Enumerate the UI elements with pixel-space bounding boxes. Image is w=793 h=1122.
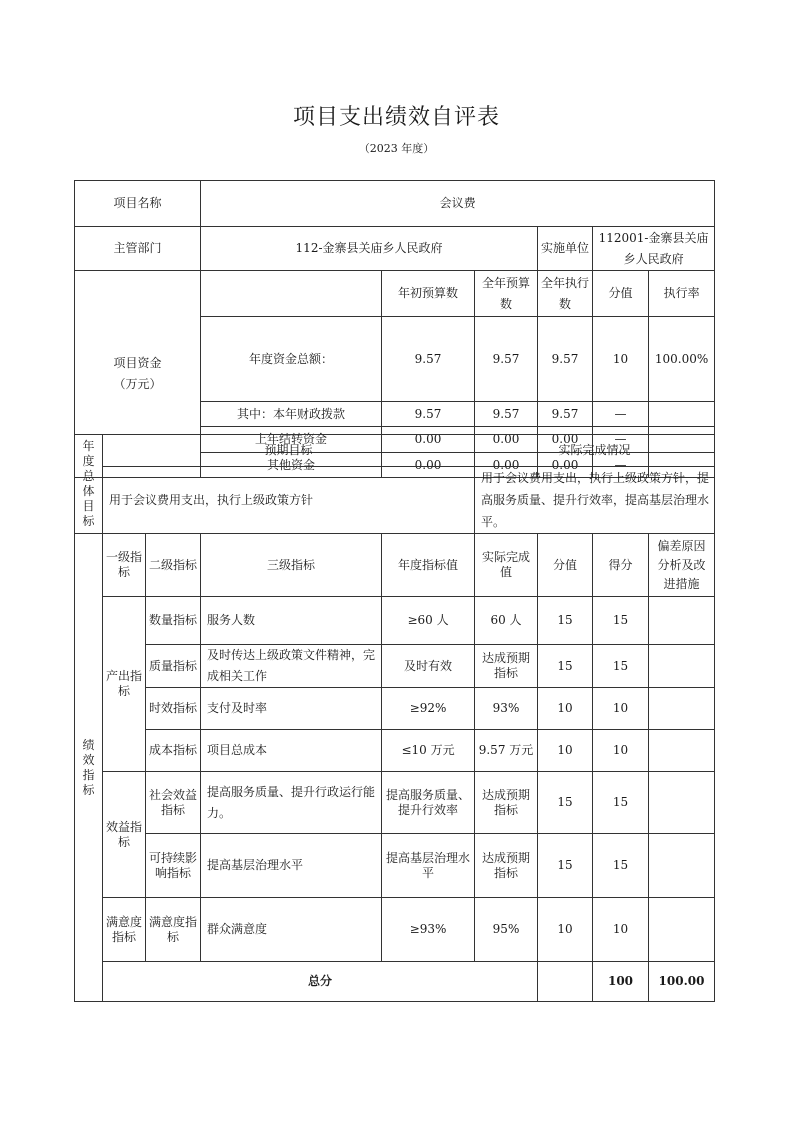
goals-label bbox=[75, 435, 103, 534]
perf-row bbox=[75, 645, 715, 688]
perf-weight: 15 bbox=[538, 597, 593, 645]
goals-label-text: 年度总体目标 bbox=[82, 439, 95, 528]
perf-target: 提高服务质量、提升行效率 bbox=[382, 772, 475, 834]
perf-target: ≤10 万元 bbox=[382, 730, 475, 772]
perf-weight: 15 bbox=[538, 772, 593, 834]
perf-actual: 93% bbox=[475, 688, 538, 730]
perf-l2: 满意度指标 bbox=[146, 898, 201, 962]
perf-header-row bbox=[75, 534, 715, 597]
perf-target: ≥93% bbox=[382, 898, 475, 962]
perf-group-satisfaction: 满意度指标 bbox=[103, 898, 146, 962]
perf-l3: 及时传达上级政策文件精神，完成相关工作 bbox=[201, 645, 382, 688]
total-row bbox=[75, 962, 715, 1002]
perf-score: 15 bbox=[593, 597, 649, 645]
project-name-value: 会议费 bbox=[201, 181, 715, 227]
perf-actual: 达成预期指标 bbox=[475, 645, 538, 688]
perf-l2: 数量指标 bbox=[146, 597, 201, 645]
perf-header-l2: 二级指标 bbox=[146, 534, 201, 597]
perf-header-actual: 实际完成值 bbox=[475, 534, 538, 597]
total-score: 100.00 bbox=[649, 962, 715, 1002]
funds-row-annual: 9.57 bbox=[475, 402, 538, 427]
impl-value: 112001-金寨县关庙乡人民政府 bbox=[593, 227, 715, 271]
funds-row-rate: 100.00% bbox=[649, 317, 715, 402]
dept-value: 112-金寨县关庙乡人民政府 bbox=[201, 227, 538, 271]
perf-l3: 项目总成本 bbox=[201, 730, 382, 772]
funds-header-weight: 分值 bbox=[593, 271, 649, 317]
funds-row-weight: 10 bbox=[593, 317, 649, 402]
perf-score: 10 bbox=[593, 898, 649, 962]
funds-row-weight: — bbox=[593, 453, 649, 478]
page-title: 项目支出绩效自评表 bbox=[292, 105, 500, 130]
funds-row-initial: 9.57 bbox=[382, 317, 475, 402]
funds-row-initial: 9.57 bbox=[382, 402, 475, 427]
funds-row-executed: 9.57 bbox=[538, 402, 593, 427]
funds-row-initial: 0.00 bbox=[382, 453, 475, 478]
perf-target: 及时有效 bbox=[382, 645, 475, 688]
perf-deviation bbox=[649, 898, 715, 962]
perf-header-l3: 三级指标 bbox=[201, 534, 382, 597]
perf-header-target: 年度指标值 bbox=[382, 534, 475, 597]
goals-expected-header: 预期目标 bbox=[103, 435, 475, 467]
dept-label: 主管部门 bbox=[75, 227, 201, 271]
perf-header-l1: 一级指标 bbox=[103, 534, 146, 597]
goals-content-row bbox=[75, 467, 715, 534]
perf-weight: 15 bbox=[538, 834, 593, 898]
perf-weight: 15 bbox=[538, 645, 593, 688]
funds-row-rate bbox=[649, 402, 715, 427]
perf-row bbox=[75, 597, 715, 645]
perf-l2: 成本指标 bbox=[146, 730, 201, 772]
funds-row-annual: 9.57 bbox=[475, 317, 538, 402]
funds-row-executed: 0.00 bbox=[538, 427, 593, 453]
perf-deviation bbox=[649, 834, 715, 898]
funds-row-weight: — bbox=[593, 402, 649, 427]
perf-score: 15 bbox=[593, 834, 649, 898]
funds-header-executed: 全年执行数 bbox=[538, 271, 593, 317]
funds-row-executed: 0.00 bbox=[538, 453, 593, 478]
perf-target: ≥60 人 bbox=[382, 597, 475, 645]
funds-header-initial: 年初预算数 bbox=[382, 271, 475, 317]
perf-row bbox=[75, 688, 715, 730]
department-row bbox=[75, 227, 715, 271]
perf-actual: 9.57 万元 bbox=[475, 730, 538, 772]
funds-row-annual: 0.00 bbox=[475, 427, 538, 453]
perf-actual: 达成预期指标 bbox=[475, 834, 538, 898]
project-name-row bbox=[75, 181, 715, 227]
funds-row-label: 年度资金总额： bbox=[201, 317, 382, 402]
funds-row-weight: — bbox=[593, 427, 649, 453]
perf-l3: 支付及时率 bbox=[201, 688, 382, 730]
perf-l2: 质量指标 bbox=[146, 645, 201, 688]
perf-l2: 可持续影响指标 bbox=[146, 834, 201, 898]
funds-header-rate: 执行率 bbox=[649, 271, 715, 317]
perf-header-score: 得分 bbox=[593, 534, 649, 597]
goals-header-row bbox=[75, 435, 715, 467]
funds-row-annual: 0.00 bbox=[475, 453, 538, 478]
perf-deviation bbox=[649, 730, 715, 772]
perf-deviation bbox=[649, 597, 715, 645]
perf-weight: 10 bbox=[538, 730, 593, 772]
goals-actual: 用于会议费用支出，执行上级政策方针，提高服务质量、提升行效率，提高基层治理水平。 bbox=[475, 467, 715, 534]
page-subtitle: （2023 年度） bbox=[358, 142, 435, 155]
perf-l2: 时效指标 bbox=[146, 688, 201, 730]
perf-deviation bbox=[649, 688, 715, 730]
perf-target: ≥92% bbox=[382, 688, 475, 730]
funds-header-annual: 全年预算数 bbox=[475, 271, 538, 317]
perf-weight: 10 bbox=[538, 688, 593, 730]
perf-l3: 提高服务质量、提升行政运行能力。 bbox=[201, 772, 382, 834]
perf-score: 10 bbox=[593, 730, 649, 772]
perf-score: 15 bbox=[593, 772, 649, 834]
perf-l3: 提高基层治理水平 bbox=[201, 834, 382, 898]
impl-label: 实施单位 bbox=[538, 227, 593, 271]
total-weight: 100 bbox=[593, 962, 649, 1002]
perf-target: 提高基层治理水平 bbox=[382, 834, 475, 898]
perf-row bbox=[75, 730, 715, 772]
total-label: 总分 bbox=[103, 962, 538, 1002]
perf-score: 10 bbox=[593, 688, 649, 730]
funds-unit: （万元） bbox=[113, 377, 162, 391]
goals-performance-table bbox=[74, 434, 715, 1002]
perf-row bbox=[75, 834, 715, 898]
perf-l2: 社会效益指标 bbox=[146, 772, 201, 834]
perf-l3: 群众满意度 bbox=[201, 898, 382, 962]
funds-header-row bbox=[75, 271, 715, 317]
goals-expected: 用于会议费用支出，执行上级政策方针 bbox=[103, 467, 475, 534]
perf-header-weight: 分值 bbox=[538, 534, 593, 597]
perf-actual: 95% bbox=[475, 898, 538, 962]
perf-group-output: 产出指标 bbox=[103, 597, 146, 772]
perf-header-deviation: 偏差原因分析及改进措施 bbox=[649, 534, 715, 597]
perf-group-benefit: 效益指标 bbox=[103, 772, 146, 898]
funds-label: 项目资金 bbox=[113, 356, 162, 370]
perf-l3: 服务人数 bbox=[201, 597, 382, 645]
perf-score: 15 bbox=[593, 645, 649, 688]
perf-row bbox=[75, 772, 715, 834]
funds-row-label: 其他资金 bbox=[201, 453, 382, 478]
perf-weight: 10 bbox=[538, 898, 593, 962]
project-name-label: 项目名称 bbox=[75, 181, 201, 227]
perf-actual: 达成预期指标 bbox=[475, 772, 538, 834]
total-blank bbox=[538, 962, 593, 1002]
funds-row-executed: 9.57 bbox=[538, 317, 593, 402]
perf-deviation bbox=[649, 645, 715, 688]
funds-header-blank bbox=[201, 271, 382, 317]
goals-actual-header: 实际完成情况 bbox=[475, 435, 715, 467]
funds-row-label: 其中：本年财政拨款 bbox=[201, 402, 382, 427]
funds-row-label: 上年结转资金 bbox=[201, 427, 382, 453]
perf-label-text: 绩效指标 bbox=[82, 737, 95, 797]
funds-row-initial: 0.00 bbox=[382, 427, 475, 453]
perf-actual: 60 人 bbox=[475, 597, 538, 645]
perf-deviation bbox=[649, 772, 715, 834]
perf-label bbox=[75, 534, 103, 1002]
perf-row bbox=[75, 898, 715, 962]
